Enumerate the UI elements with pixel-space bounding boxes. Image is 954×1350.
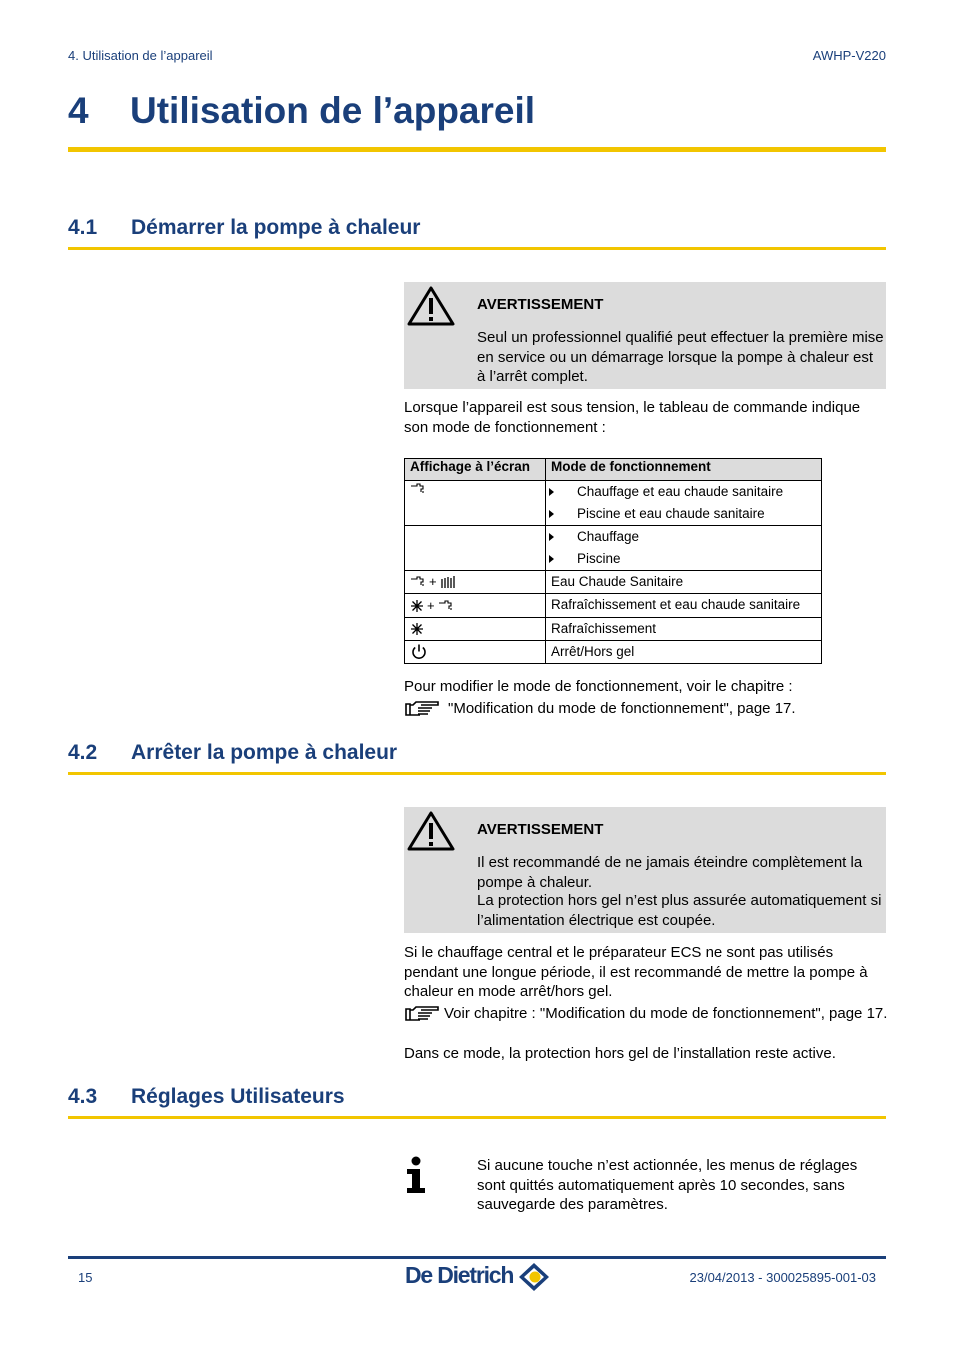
table-cell-display xyxy=(405,617,546,640)
plus-sign: + xyxy=(429,574,437,590)
section-rule xyxy=(68,1116,886,1119)
brand-logo-icon xyxy=(518,1262,550,1292)
reference-line xyxy=(404,699,888,719)
table-cell-display xyxy=(405,481,546,526)
page-number: 15 xyxy=(78,1270,93,1285)
list-item: Chauffage et eau chaude sanitaire xyxy=(546,481,821,503)
section-heading-4-1 xyxy=(68,216,420,240)
table-cell-mode xyxy=(546,526,822,571)
table-cell-mode xyxy=(546,481,822,526)
table-cell-display xyxy=(405,594,546,617)
section-title: Démarrer la pompe à chaleur xyxy=(131,216,421,239)
radiator-icon xyxy=(440,575,456,589)
warning-title: AVERTISSEMENT xyxy=(477,821,604,838)
pointing-hand-icon xyxy=(404,699,442,719)
plus-sign: + xyxy=(427,597,435,613)
pointing-hand-icon xyxy=(404,1004,442,1024)
section-title: Arrêter la pompe à chaleur xyxy=(131,741,398,764)
chapter-number: 4 xyxy=(68,90,89,131)
section-heading-4-3 xyxy=(68,1085,345,1109)
info-icon xyxy=(404,1156,428,1194)
section-number: 4.2 xyxy=(68,741,98,764)
footer-rule xyxy=(68,1256,886,1259)
table-cell-display xyxy=(405,571,546,594)
warning-text: Seul un professionnel qualifié peut effectuer la première mise en service ou un démarrage lorsque la pompe à chaleur est à l’arrêt complet. xyxy=(477,329,884,385)
brand-logo-text: De Dietrich xyxy=(405,1262,514,1288)
running-header-model: AWHP-V220 xyxy=(812,48,886,63)
warning-title: AVERTISSEMENT xyxy=(477,296,604,313)
warning-text: Il est recommandé de ne jamais éteindre complètement la pompe à chaleur. xyxy=(477,854,863,891)
table-cell-mode: Rafraîchissement xyxy=(546,617,822,640)
list-item: Chauffage xyxy=(546,526,821,548)
table-cell-display xyxy=(405,526,546,571)
section-rule xyxy=(68,247,886,250)
table-header-mode: Mode de fonctionnement xyxy=(546,459,822,481)
chapter-rule xyxy=(68,147,886,152)
warning-triangle-icon xyxy=(406,284,456,328)
section-heading-4-2 xyxy=(68,741,397,765)
table-header-display: Affichage à l’écran xyxy=(405,459,546,481)
reference-text: Voir chapitre : "Modification du mode de fonctionnement", page 17. xyxy=(444,1005,888,1022)
snowflake-icon xyxy=(410,622,424,636)
warning-triangle-icon xyxy=(406,809,456,853)
warning-text: La protection hors gel n’est plus assurée automatiquement si l’alimentation électrique est coupée. xyxy=(477,892,882,929)
after-table-text: Pour modifier le mode de fonctionnement, voir le chapitre : xyxy=(404,678,793,695)
chapter-title xyxy=(68,90,535,132)
snowflake-icon xyxy=(410,599,424,613)
intro-paragraph: Lorsque l’appareil est sous tension, le tableau de commande indique son mode de fonctionnement : xyxy=(404,399,861,436)
table-cell-mode: Eau Chaude Sanitaire xyxy=(546,571,822,594)
tap-icon xyxy=(410,483,426,495)
table-cell-mode: Rafraîchissement et eau chaude sanitaire xyxy=(546,594,822,617)
list-item: Piscine et eau chaude sanitaire xyxy=(546,503,821,525)
body-paragraph: Si le chauffage central et le préparateur ECS ne sont pas utilisés pendant une longue période, il est recommandé de mettre la pompe à chaleur en mode arrêt/hors gel. xyxy=(404,944,868,1000)
document-reference: 23/04/2013 - 300025895-001-03 xyxy=(689,1270,876,1285)
reference-text: "Modification du mode de fonctionnement", page 17. xyxy=(448,700,796,717)
reference-line xyxy=(404,1004,888,1024)
chapter-title-text: Utilisation de l’appareil xyxy=(130,90,536,131)
table-cell-display xyxy=(405,640,546,663)
tap-icon xyxy=(410,576,426,588)
info-text: Si aucune touche n’est actionnée, les menus de réglages sont quittés automatiquement après 10 secondes, sans sauvegarde des paramètres. xyxy=(477,1157,858,1213)
section-number: 4.3 xyxy=(68,1085,98,1108)
section-title: Réglages Utilisateurs xyxy=(131,1085,345,1108)
running-header-chapter: 4. Utilisation de l’appareil xyxy=(68,48,213,63)
section-rule xyxy=(68,772,886,775)
warning-box xyxy=(404,282,886,389)
table-cell-mode: Arrêt/Hors gel xyxy=(546,640,822,663)
body-paragraph: Dans ce mode, la protection hors gel de l’installation reste active. xyxy=(404,1045,836,1062)
operating-modes-table xyxy=(404,458,822,664)
power-icon xyxy=(410,643,428,661)
warning-box xyxy=(404,807,886,933)
section-number: 4.1 xyxy=(68,216,98,239)
tap-icon xyxy=(438,600,454,612)
list-item: Piscine xyxy=(546,548,821,570)
